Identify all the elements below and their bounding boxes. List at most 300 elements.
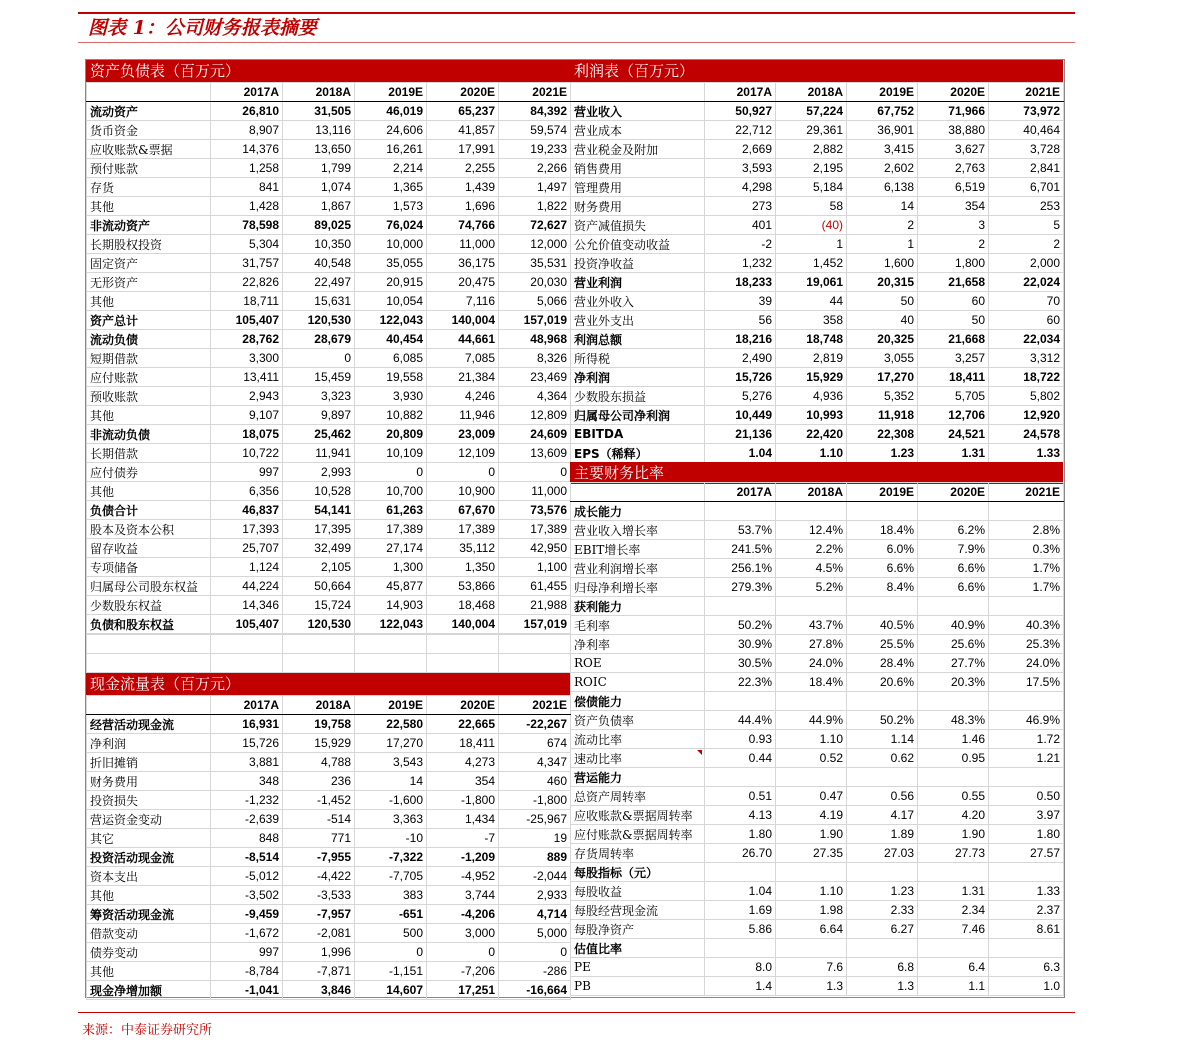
value-cell: -4,422 <box>283 867 355 886</box>
value-cell: 12,109 <box>427 444 499 463</box>
year-header: 2020E <box>427 696 499 715</box>
value-cell <box>989 863 1064 882</box>
value-cell: 3 <box>918 216 989 235</box>
value-cell: 17,251 <box>427 981 499 1000</box>
value-cell: 15,929 <box>776 368 847 387</box>
value-cell: 74,766 <box>427 216 499 235</box>
empty-cell <box>87 635 211 654</box>
value-cell: 3,323 <box>283 387 355 406</box>
row-label: 营业外支出 <box>571 311 705 330</box>
value-cell: 1.80 <box>989 825 1064 844</box>
value-cell: -7,322 <box>355 848 427 867</box>
value-cell <box>918 939 989 958</box>
value-cell: 5,276 <box>705 387 776 406</box>
value-cell: 5.86 <box>705 920 776 939</box>
value-cell: -1,672 <box>211 924 283 943</box>
table-row <box>571 235 1064 254</box>
value-cell: 0.95 <box>918 749 989 768</box>
value-cell: 348 <box>211 772 283 791</box>
row-label: 存货周转率 <box>571 844 705 863</box>
table-row <box>87 425 571 444</box>
value-cell: 22,497 <box>283 273 355 292</box>
table-row <box>571 635 1064 654</box>
value-cell: 59,574 <box>499 121 571 140</box>
value-cell: 13,650 <box>283 140 355 159</box>
value-cell: 61,263 <box>355 501 427 520</box>
row-label: 预收账款 <box>87 387 211 406</box>
value-cell <box>918 692 989 711</box>
value-cell: 9,107 <box>211 406 283 425</box>
year-header: 2018A <box>776 483 847 502</box>
row-label: 负债和股东权益 <box>87 615 211 634</box>
value-cell: 1.90 <box>776 825 847 844</box>
value-cell: -9,459 <box>211 905 283 924</box>
row-label: 少数股东损益 <box>571 387 705 406</box>
value-cell: 48,968 <box>499 330 571 349</box>
value-cell: 0.51 <box>705 787 776 806</box>
table-row <box>87 501 571 520</box>
value-cell: 4,788 <box>283 753 355 772</box>
value-cell: 18,411 <box>918 368 989 387</box>
value-cell: 50,927 <box>705 102 776 121</box>
table-row <box>571 425 1064 444</box>
header-label-cell <box>571 83 705 102</box>
value-cell: 35,112 <box>427 539 499 558</box>
value-cell: 40.9% <box>918 616 989 635</box>
year-header: 2018A <box>283 83 355 102</box>
value-cell: 17.5% <box>989 673 1064 692</box>
value-cell: 1.3 <box>847 977 918 996</box>
empty-cell <box>427 654 499 673</box>
value-cell: 44.9% <box>776 711 847 730</box>
year-header-row <box>87 696 571 715</box>
table-row <box>571 578 1064 597</box>
value-cell: 3,257 <box>918 349 989 368</box>
table-row <box>571 502 1064 521</box>
value-cell: 18,411 <box>427 734 499 753</box>
row-label: 资产负债率 <box>571 711 705 730</box>
value-cell: 19,061 <box>776 273 847 292</box>
table-row <box>571 768 1064 787</box>
table-row <box>571 140 1064 159</box>
value-cell: 20,475 <box>427 273 499 292</box>
value-cell <box>776 597 847 616</box>
table-row <box>571 901 1064 920</box>
value-cell <box>776 863 847 882</box>
value-cell: 6.6% <box>918 578 989 597</box>
value-cell: 24,609 <box>499 425 571 444</box>
row-label: 总资产周转率 <box>571 787 705 806</box>
value-cell: 48.3% <box>918 711 989 730</box>
value-cell: 18,711 <box>211 292 283 311</box>
value-cell <box>847 692 918 711</box>
value-cell: 6.2% <box>918 521 989 540</box>
value-cell: -7,957 <box>283 905 355 924</box>
value-cell <box>705 502 776 521</box>
value-cell: 4,273 <box>427 753 499 772</box>
row-label: 留存收益 <box>87 539 211 558</box>
value-cell: 19 <box>499 829 571 848</box>
value-cell: 2 <box>847 216 918 235</box>
table-row <box>87 197 571 216</box>
value-cell: 236 <box>283 772 355 791</box>
value-cell: 1.90 <box>918 825 989 844</box>
row-label: 无形资产 <box>87 273 211 292</box>
value-cell: 17,270 <box>847 368 918 387</box>
value-cell: 11,941 <box>283 444 355 463</box>
value-cell: 17,991 <box>427 140 499 159</box>
year-header: 2017A <box>705 483 776 502</box>
value-cell: 1,497 <box>499 178 571 197</box>
row-label: 折旧摊销 <box>87 753 211 772</box>
value-cell <box>918 502 989 521</box>
table-row <box>87 905 571 924</box>
value-cell: 2,669 <box>705 140 776 159</box>
row-label: 应付账款 <box>87 368 211 387</box>
value-cell: 5,802 <box>989 387 1064 406</box>
table-row <box>87 753 571 772</box>
value-cell <box>847 502 918 521</box>
value-cell: -7,871 <box>283 962 355 981</box>
row-label: 每股经营现金流 <box>571 901 705 920</box>
income-statement-header: 利润表（百万元） <box>570 60 1063 82</box>
row-label: 财务费用 <box>87 772 211 791</box>
year-header: 2017A <box>705 83 776 102</box>
value-cell: 17,389 <box>499 520 571 539</box>
value-cell: 1,573 <box>355 197 427 216</box>
value-cell: 25,707 <box>211 539 283 558</box>
value-cell: 10,882 <box>355 406 427 425</box>
row-label: 营业收入 <box>571 102 705 121</box>
row-label: 资产总计 <box>87 311 211 330</box>
table-row <box>87 102 571 121</box>
value-cell: -1,232 <box>211 791 283 810</box>
value-cell: 3,543 <box>355 753 427 772</box>
value-cell: 5 <box>989 216 1064 235</box>
value-cell: 41,857 <box>427 121 499 140</box>
value-cell: 841 <box>211 178 283 197</box>
value-cell: 6.0% <box>847 540 918 559</box>
row-label: EPS（稀释） <box>571 444 705 463</box>
value-cell: 18,075 <box>211 425 283 444</box>
value-cell: 15,724 <box>283 596 355 615</box>
row-label: 管理费用 <box>571 178 705 197</box>
value-cell: 23,009 <box>427 425 499 444</box>
table-row <box>571 654 1064 673</box>
table-row <box>571 406 1064 425</box>
empty-row <box>87 654 571 673</box>
row-label: 其他 <box>87 292 211 311</box>
value-cell: 1,300 <box>355 558 427 577</box>
value-cell: 8,907 <box>211 121 283 140</box>
value-cell: 0 <box>427 463 499 482</box>
value-cell: 53,866 <box>427 577 499 596</box>
value-cell: 1.4 <box>705 977 776 996</box>
value-cell: 771 <box>283 829 355 848</box>
value-cell <box>918 863 989 882</box>
value-cell: 1,452 <box>776 254 847 273</box>
value-cell: 1.33 <box>989 444 1064 463</box>
value-cell: -2,081 <box>283 924 355 943</box>
value-cell: -3,502 <box>211 886 283 905</box>
value-cell <box>705 863 776 882</box>
value-cell: 10,350 <box>283 235 355 254</box>
value-cell: 12.4% <box>776 521 847 540</box>
empty-cell <box>211 654 283 673</box>
value-cell: 16,261 <box>355 140 427 159</box>
value-cell: 67,670 <box>427 501 499 520</box>
year-header: 2019E <box>847 483 918 502</box>
value-cell: 50 <box>847 292 918 311</box>
value-cell: 279.3% <box>705 578 776 597</box>
row-label: 资产减值损失 <box>571 216 705 235</box>
value-cell: -7 <box>427 829 499 848</box>
value-cell: 42,950 <box>499 539 571 558</box>
figure-title: 图表 1：公司财务报表摘要 <box>88 17 317 39</box>
row-label: 存货 <box>87 178 211 197</box>
table-row <box>87 254 571 273</box>
value-cell: 4,364 <box>499 387 571 406</box>
value-cell: 22,420 <box>776 425 847 444</box>
value-cell: 17,389 <box>427 520 499 539</box>
value-cell <box>705 768 776 787</box>
value-cell: 1.33 <box>989 882 1064 901</box>
year-header: 2020E <box>918 483 989 502</box>
value-cell: 6.4 <box>918 958 989 977</box>
row-label: 每股净资产 <box>571 920 705 939</box>
value-cell: 56 <box>705 311 776 330</box>
value-cell: 1,350 <box>427 558 499 577</box>
value-cell: -2 <box>705 235 776 254</box>
value-cell: 4,246 <box>427 387 499 406</box>
year-header: 2017A <box>211 83 283 102</box>
value-cell: 78,598 <box>211 216 283 235</box>
table-row <box>87 292 571 311</box>
table-row <box>87 349 571 368</box>
value-cell: 40,548 <box>283 254 355 273</box>
value-cell: 31,505 <box>283 102 355 121</box>
table-row <box>571 540 1064 559</box>
value-cell: 273 <box>705 197 776 216</box>
value-cell: 0.47 <box>776 787 847 806</box>
value-cell: 13,116 <box>283 121 355 140</box>
year-header: 2021E <box>989 83 1064 102</box>
year-header: 2019E <box>355 83 427 102</box>
value-cell: 5,705 <box>918 387 989 406</box>
value-cell: 5.2% <box>776 578 847 597</box>
row-label: 筹资活动现金流 <box>87 905 211 924</box>
value-cell: 12,809 <box>499 406 571 425</box>
header-label-cell <box>87 696 211 715</box>
row-label: 利润总额 <box>571 330 705 349</box>
value-cell: 11,000 <box>499 482 571 501</box>
table-row <box>571 863 1064 882</box>
value-cell: 15,459 <box>283 368 355 387</box>
empty-cell <box>211 635 283 654</box>
value-cell: 40,464 <box>989 121 1064 140</box>
value-cell: 38,880 <box>918 121 989 140</box>
row-label: 营业利润增长率 <box>571 559 705 578</box>
table-row <box>87 981 571 1000</box>
value-cell: 253 <box>989 197 1064 216</box>
value-cell: 1,428 <box>211 197 283 216</box>
value-cell: 1.46 <box>918 730 989 749</box>
value-cell: 6.27 <box>847 920 918 939</box>
value-cell: 53.7% <box>705 521 776 540</box>
value-cell: 3,930 <box>355 387 427 406</box>
value-cell: 60 <box>989 311 1064 330</box>
value-cell: -1,600 <box>355 791 427 810</box>
year-header-row <box>87 83 571 102</box>
value-cell: -4,952 <box>427 867 499 886</box>
value-cell: 30.9% <box>705 635 776 654</box>
value-cell: 2,943 <box>211 387 283 406</box>
value-cell: 500 <box>355 924 427 943</box>
table-row <box>571 292 1064 311</box>
value-cell: 122,043 <box>355 311 427 330</box>
table-row <box>87 715 571 734</box>
value-cell <box>989 939 1064 958</box>
row-label: 营运能力 <box>571 768 705 787</box>
value-cell: 1 <box>776 235 847 254</box>
value-cell <box>847 768 918 787</box>
value-cell: 21,658 <box>918 273 989 292</box>
row-label: 固定资产 <box>87 254 211 273</box>
table-row <box>571 387 1064 406</box>
value-cell: 1.69 <box>705 901 776 920</box>
value-cell: -651 <box>355 905 427 924</box>
value-cell: 2.8% <box>989 521 1064 540</box>
row-label: 应收账款&票据周转率 <box>571 806 705 825</box>
table-row <box>571 844 1064 863</box>
value-cell: 44,224 <box>211 577 283 596</box>
table-row <box>571 178 1064 197</box>
value-cell <box>776 502 847 521</box>
value-cell: 0.55 <box>918 787 989 806</box>
value-cell: 72,627 <box>499 216 571 235</box>
value-cell: 22,034 <box>989 330 1064 349</box>
row-label: EBITDA <box>571 425 705 444</box>
value-cell: 46,837 <box>211 501 283 520</box>
value-cell: 1.10 <box>776 882 847 901</box>
value-cell: 73,576 <box>499 501 571 520</box>
empty-cell <box>283 654 355 673</box>
value-cell: -1,800 <box>499 791 571 810</box>
value-cell: -286 <box>499 962 571 981</box>
value-cell: 0 <box>283 349 355 368</box>
table-row <box>87 615 571 634</box>
value-cell: -1,151 <box>355 962 427 981</box>
value-cell: 6,519 <box>918 178 989 197</box>
value-cell: 18,748 <box>776 330 847 349</box>
row-label: 其他 <box>87 197 211 216</box>
year-header: 2021E <box>499 696 571 715</box>
row-label: 应收账款&票据 <box>87 140 211 159</box>
value-cell: -1,452 <box>283 791 355 810</box>
value-cell: 997 <box>211 463 283 482</box>
value-cell: 26,810 <box>211 102 283 121</box>
value-cell: 45,877 <box>355 577 427 596</box>
value-cell: 4,298 <box>705 178 776 197</box>
value-cell: 22,665 <box>427 715 499 734</box>
value-cell: 12,920 <box>989 406 1064 425</box>
table-row <box>87 539 571 558</box>
value-cell: 889 <box>499 848 571 867</box>
value-cell: 1.23 <box>847 444 918 463</box>
value-cell: -2,639 <box>211 810 283 829</box>
table-row <box>87 924 571 943</box>
row-label: 短期借款 <box>87 349 211 368</box>
value-cell: 60 <box>918 292 989 311</box>
value-cell: 2,763 <box>918 159 989 178</box>
value-cell: 22,712 <box>705 121 776 140</box>
row-label: ROIC <box>571 673 705 692</box>
value-cell: 354 <box>427 772 499 791</box>
row-label: 净利润 <box>87 734 211 753</box>
value-cell: 997 <box>211 943 283 962</box>
value-cell: 2,214 <box>355 159 427 178</box>
row-label: 应付账款&票据周转率 <box>571 825 705 844</box>
value-cell: 22,580 <box>355 715 427 734</box>
value-cell: 10,993 <box>776 406 847 425</box>
value-cell: 5,184 <box>776 178 847 197</box>
value-cell: 26.70 <box>705 844 776 863</box>
bottom-rule <box>78 1012 1075 1013</box>
value-cell: 18.4% <box>847 521 918 540</box>
row-label: 归属母公司净利润 <box>571 406 705 425</box>
row-label: ROE <box>571 654 705 673</box>
value-cell: 20,809 <box>355 425 427 444</box>
value-cell: 25.3% <box>989 635 1064 654</box>
value-cell: 2.2% <box>776 540 847 559</box>
row-label: 营业收入增长率 <box>571 521 705 540</box>
value-cell: -8,784 <box>211 962 283 981</box>
row-label: 所得税 <box>571 349 705 368</box>
value-cell: 54,141 <box>283 501 355 520</box>
value-cell: 1,822 <box>499 197 571 216</box>
year-header-row <box>571 83 1064 102</box>
value-cell: 1.7% <box>989 559 1064 578</box>
value-cell: 46.9% <box>989 711 1064 730</box>
table-row <box>87 235 571 254</box>
cash-flow-table <box>86 695 571 1000</box>
value-cell: 19,558 <box>355 368 427 387</box>
value-cell: 2.34 <box>918 901 989 920</box>
row-label: 股本及资本公积 <box>87 520 211 539</box>
value-cell: 0.93 <box>705 730 776 749</box>
year-header: 2021E <box>499 83 571 102</box>
value-cell: 241.5% <box>705 540 776 559</box>
value-cell: 50 <box>918 311 989 330</box>
value-cell: 2,602 <box>847 159 918 178</box>
value-cell: 6,701 <box>989 178 1064 197</box>
row-label: 净利润 <box>571 368 705 387</box>
value-cell: 28,762 <box>211 330 283 349</box>
value-cell: 27.8% <box>776 635 847 654</box>
value-cell: 27,174 <box>355 539 427 558</box>
value-cell <box>847 939 918 958</box>
value-cell: 12,706 <box>918 406 989 425</box>
value-cell: 2 <box>989 235 1064 254</box>
value-cell: 0 <box>499 463 571 482</box>
value-cell: 1.1 <box>918 977 989 996</box>
value-cell: 0.56 <box>847 787 918 806</box>
table-row <box>87 810 571 829</box>
value-cell: 17,270 <box>355 734 427 753</box>
value-cell: 11,946 <box>427 406 499 425</box>
value-cell: 27.03 <box>847 844 918 863</box>
value-cell: 14 <box>355 772 427 791</box>
